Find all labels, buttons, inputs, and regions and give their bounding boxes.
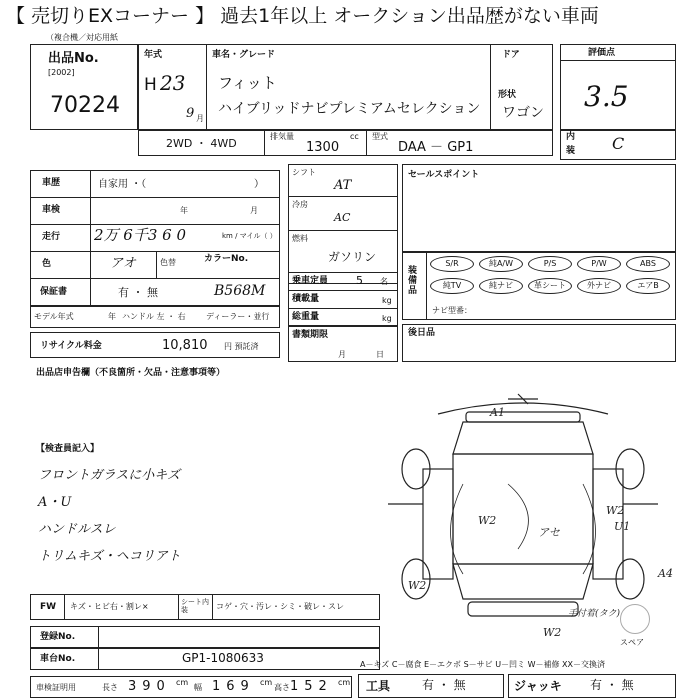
damage-mark-right (583, 484, 596, 574)
length-label: 長さ (102, 683, 118, 692)
recycle-unit: 円 預託済 (224, 342, 259, 351)
door-label: ドア (502, 50, 520, 60)
seller-notes-label: 出品店申告欄（不良箇所・欠品・注意事項等） (36, 368, 226, 378)
fuel-value: ガソリン (328, 250, 377, 264)
year-label: 年式 (144, 50, 163, 60)
equipment-item: エアB (626, 278, 670, 294)
warranty-value: 有 ・ 無 (118, 286, 158, 299)
model-year-label: モデル年式 (34, 312, 74, 321)
model-label: 型式 (372, 132, 388, 141)
color-change-label: 色替 (160, 258, 176, 267)
score-label: 評価点 (588, 48, 616, 58)
door-divider (490, 44, 491, 130)
year-divider (206, 44, 207, 130)
car-name: フィット (218, 74, 277, 92)
equipment-item: 革シート (528, 278, 572, 294)
body-shape-label: 形状 (498, 90, 517, 100)
color-value: アオ (110, 256, 136, 271)
row-line (30, 278, 280, 279)
inspection-label: 車検 (42, 205, 61, 215)
displacement-label: 排気量 (270, 132, 294, 141)
length-unit: cm (176, 678, 189, 687)
score-header-line (560, 60, 676, 61)
top-note: （複合機／対応用紙 (46, 33, 118, 42)
registration-label: 登録No. (40, 632, 76, 642)
lot-no-label: 出品No. (48, 51, 99, 66)
equipment-item: P/W (577, 256, 621, 272)
seat-divider-2 (212, 594, 213, 620)
inspection-month: 月 (250, 206, 258, 215)
front-bumper (466, 412, 580, 422)
banner-text: 【 売切りEXコーナー 】 過去1年以上 オークション出品歴がない車両 (6, 5, 599, 27)
history-label: 車歴 (42, 178, 61, 188)
height-value: 152 (290, 679, 333, 694)
rear-bumper (468, 602, 578, 616)
color-divider (156, 251, 157, 278)
jack-value: 有 ・ 無 (590, 678, 634, 692)
damage-code: A1 (490, 406, 505, 419)
color-label: 色 (42, 259, 52, 269)
auction-sheet (28, 32, 678, 700)
tools-value: 有 ・ 無 (422, 678, 466, 692)
gross-unit: kg (382, 314, 392, 323)
fw-codes: キズ・ヒビ右・割レ× (70, 602, 149, 611)
damage-legend: A－キズ C－腐食 E－エクボ S－サビ U－凹ミ W－補修 XX－交換済 (360, 660, 606, 669)
damage-code: W2 (478, 514, 497, 527)
spare-tire-icon (620, 604, 650, 634)
damage-code: U1 (614, 520, 631, 533)
seat-divider-1 (178, 594, 179, 620)
mileage-label: 走行 (42, 232, 61, 242)
width-value: 169 (212, 679, 255, 694)
inspector-notes (32, 458, 362, 598)
front-windshield (453, 422, 593, 454)
rear-window (453, 564, 593, 599)
lot-number: 70224 (50, 93, 120, 118)
equipment-item: ABS (626, 256, 670, 272)
inspector-label: 【検査員記入】 (36, 444, 100, 454)
fw-divider (64, 594, 65, 620)
inspector-note-line: ハンドルスレ (38, 522, 116, 537)
row-line (288, 308, 398, 309)
body-shape: ワゴン (502, 105, 544, 121)
fuel-label: 燃料 (292, 234, 308, 243)
dealer-option: ディーラー・並行 (206, 312, 270, 321)
row-line (30, 224, 280, 225)
equipment-item: 純TV (430, 278, 474, 294)
handle-option: ハンドル 左 ・ 右 (122, 312, 186, 321)
damage-mark-left (451, 484, 464, 574)
year-value: 23 (160, 71, 186, 95)
shift-value: AT (334, 178, 352, 193)
seat-label: シート内装 (181, 598, 209, 614)
damage-mark-roof (508, 484, 528, 549)
jack-label: ジャッキ (514, 679, 562, 693)
row-line (288, 196, 398, 197)
width-label: 幅 (194, 683, 202, 692)
row-line (30, 197, 280, 198)
model-year-unit: 年 (108, 312, 116, 321)
car-grade: ハイブリッドナビプレミアムセレクション (218, 101, 481, 117)
capacity-unit: 名 (380, 277, 388, 286)
equipment-item: P/S (528, 256, 572, 272)
gross-label: 総重量 (292, 312, 320, 322)
score-value: 3.5 (584, 80, 629, 113)
name-label: 車名・グレード (212, 50, 276, 60)
equipment-label: 装備品 (408, 266, 418, 296)
damage-code: アセ (538, 526, 560, 539)
inspector-note-line: トリムキズ・ヘコリアト (38, 549, 181, 564)
displacement: 1300 (306, 140, 340, 155)
color-number: B568M (214, 283, 266, 299)
fw-label: FW (40, 602, 57, 612)
after-date-box (402, 324, 676, 362)
model-code: DAA － GP1 (398, 140, 474, 155)
left-side (423, 469, 453, 579)
length-value: 390 (128, 679, 171, 694)
spec-divider-2 (366, 130, 367, 156)
displacement-unit: cc (350, 132, 359, 141)
spare-label: スペア (620, 638, 644, 647)
load-label: 積載量 (292, 294, 320, 304)
inspector-note-line: A・U (38, 495, 72, 510)
damage-code: A4 (658, 567, 673, 580)
ac-label: 冷房 (292, 200, 308, 209)
width-unit: cm (260, 678, 273, 687)
recycle-label: リサイクル料金 (40, 341, 102, 351)
equipment-divider (426, 252, 427, 320)
inspector-note-line: フロントガラスに小キズ (38, 468, 180, 483)
damage-code: W2 (606, 504, 625, 517)
lot-code: [2002] (48, 68, 75, 77)
recycle-fee: 10,810 (162, 338, 208, 353)
damage-code: W2 (408, 579, 427, 592)
warranty-label: 保証書 (40, 287, 68, 297)
color-no-label: カラーNo. (204, 254, 249, 264)
row-line (288, 230, 398, 231)
interior-label-1: 内 (566, 132, 576, 142)
shift-label: シフト (292, 168, 316, 177)
year-month: 9 (186, 106, 195, 121)
mileage-unit: km / マイル（ ） (222, 232, 277, 240)
month-unit: 月 (196, 114, 204, 123)
interior-grade: C (612, 134, 625, 153)
diagram-note: 手付着(タク) (568, 609, 621, 619)
nav-model-label: ナビ型番： (432, 306, 472, 315)
spec-divider-1 (264, 130, 265, 156)
cert-label: 車検証明用 (36, 683, 76, 692)
chassis-label: 車台No. (40, 654, 76, 664)
expiry-day: 日 (376, 350, 384, 359)
ac-value: AC (334, 211, 351, 224)
expiry-month: 月 (338, 350, 346, 359)
history-close: ） (254, 179, 264, 190)
expiry-label: 書類期限 (292, 330, 329, 340)
equipment-item: S/R (430, 256, 474, 272)
height-unit: cm (338, 678, 351, 687)
history-value: 自家用 ・（ (98, 179, 147, 190)
seat-codes: コゲ・穴・汚レ・シミ・破レ・スレ (216, 602, 344, 611)
height-label: 高さ (274, 683, 290, 692)
damage-code: W2 (543, 626, 562, 639)
equipment-grid (428, 254, 674, 300)
tools-label: 工具 (366, 679, 391, 693)
after-date-label: 後日品 (408, 328, 436, 338)
inspection-year: 年 (180, 206, 188, 215)
load-unit: kg (382, 296, 392, 305)
equipment-item: 純A/W (479, 256, 523, 272)
interior-label-2: 装 (566, 146, 576, 156)
banner (0, 0, 700, 32)
row-line (30, 251, 280, 252)
mileage-value: 2万 6千3 6 0 (94, 226, 187, 244)
equipment-item: 外ナビ (577, 278, 621, 294)
drive-type: 2WD ・ 4WD (166, 137, 237, 150)
capacity-label: 乗車定員 (292, 276, 329, 286)
capacity-value: 5 (356, 274, 363, 287)
roof-panel (453, 454, 593, 564)
sales-point-label: セールスポイント (408, 170, 480, 180)
label-column-line (90, 170, 91, 306)
registration-row (30, 626, 380, 648)
year-era: H (144, 75, 157, 95)
chassis-number: GP1-1080633 (182, 651, 264, 665)
equipment-item: 純ナビ (479, 278, 523, 294)
row-line (288, 290, 398, 291)
